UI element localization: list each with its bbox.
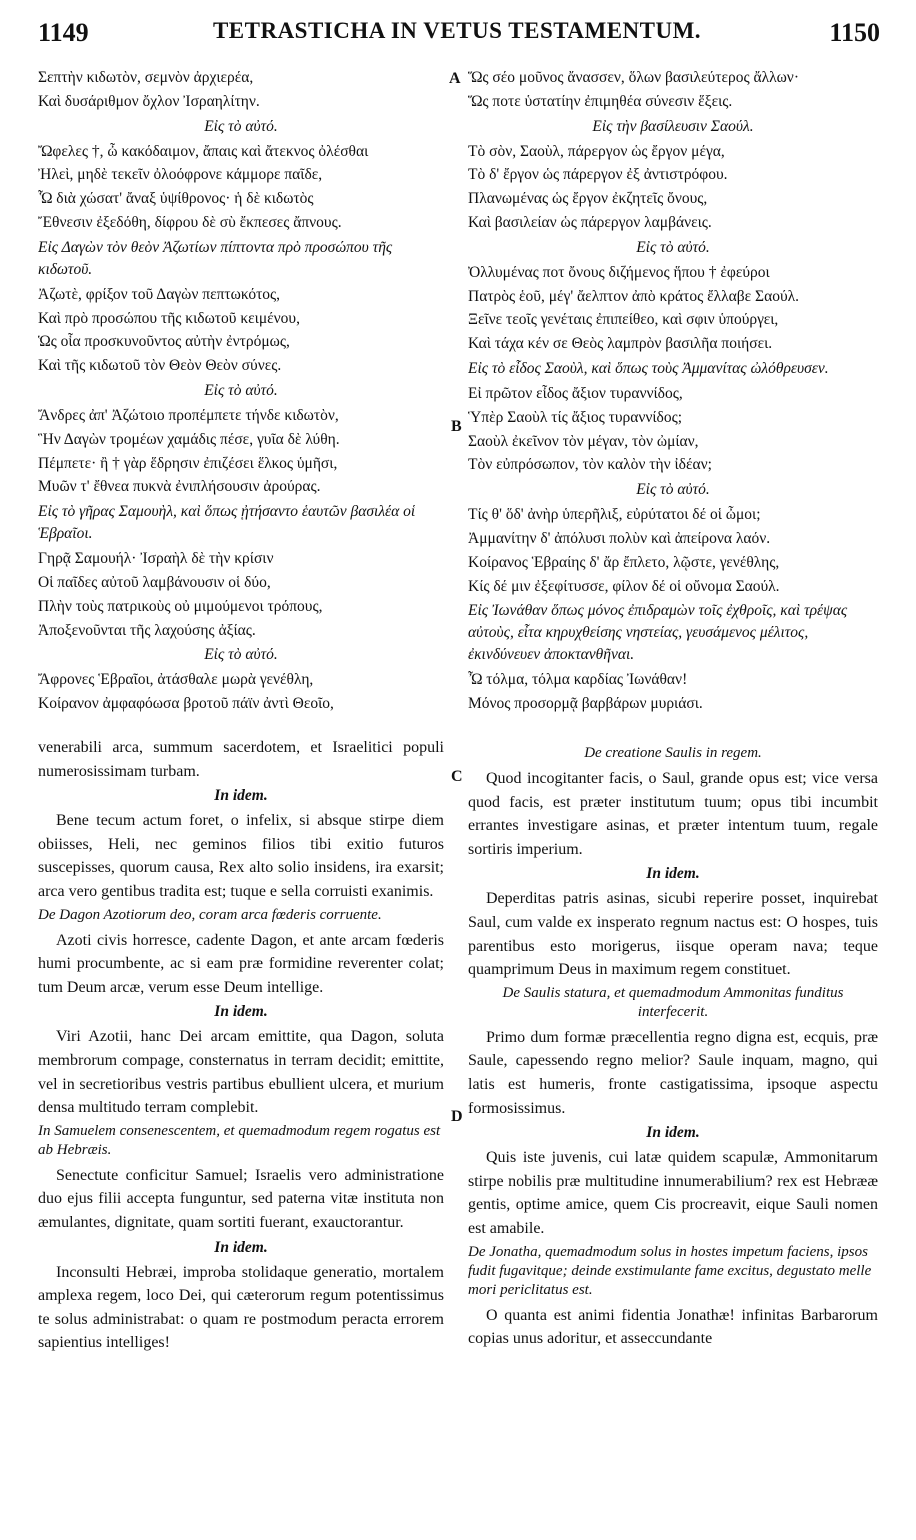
latin-paragraph: Viri Azotii, hanc Dei arcam emittite, qua Dagon, soluta membrorum compage, consternatus in terram decidit; emittite, vel in secretioribus vestris partibus ebullient ulcera, et murium densa multitudo terram complebit.: [38, 1028, 444, 1117]
section-heading: De Jonatha, quemadmodum solus in hostes impetum faciens, ipsos fudit fugavitque; deinde exstimulante fame excitus, degustato melle mori periclitatus est.: [468, 1243, 872, 1298]
latin-paragraph: Deperditas patris asinas, sicubi reperire posset, inquirebat Saul, cum valde ex insperato regnum nactus est: O hospes, tuis parentibus esto morigerus, iisque operam nava; teque quamprimum Deus in maximum regem constituet.: [468, 890, 878, 979]
verse-line: Εἰ πρῶτον εἶδος ἄξιον τυραννίδος,: [468, 384, 683, 402]
greek-column-right: [468, 66, 878, 726]
latin-column-right: [468, 736, 878, 1518]
latin-column-left: [38, 736, 444, 1518]
section-heading: De Dagon Azotiorum deo, coram arca fœderis corruente.: [38, 906, 382, 923]
margin-mark-a: A: [449, 70, 461, 87]
margin-mark-b: B: [451, 418, 462, 435]
verse-line: Ὧ διὰ χώσατ' ἄναξ ὑψίθρονος· ἡ δὲ κιδωτὸς: [38, 190, 314, 208]
verse-line: Καὶ βασιλείαν ὡς πάρεργον λαμβάνεις.: [468, 213, 712, 231]
latin-paragraph: Bene tecum actum foret, o infelix, si absque stirpe diem obiisses, Heli, nec geminos filios tibi exitio futuros suscepisses, quorum causa, Rex alto solio insidens, ira exarsit; arca vero gentibus tradita est; tuque e sella corruisti exanimis.: [38, 812, 444, 900]
verse-line: Πλὴν τοὺς πατρικοὺς οὐ μιμούμενοι τρόπους,: [38, 597, 323, 615]
section-heading: Εἰς τὸ αὐτό.: [636, 238, 710, 256]
margin-mark-d: D: [451, 1108, 463, 1125]
latin-paragraph: O quanta est animi fidentia Jonathæ! infinitas Barbarorum copias unus adoritur, et asseccundante: [468, 1306, 878, 1348]
section-heading: Εἰς τὸ εἶδος Σαοὺλ, καὶ ὅπως τοὺς Ἀμμανίτας ὠλόθρευσεν.: [468, 359, 829, 377]
verse-line: Κοίρανος Ἑβραίης δ' ἄρ ἔπλετο, λῷστε, γενέθλης,: [468, 553, 780, 571]
section-heading: In idem.: [214, 787, 268, 805]
verse-line: Ὑπὲρ Σαοὺλ τίς ἄξιος τυραννίδος;: [468, 408, 683, 426]
section-heading: De Saulis statura, et quemadmodum Ammonitas funditus interfecerit.: [502, 984, 844, 1020]
verse-line: Τὸν εὐπρόσωπον, τὸν καλὸν τὴν ἰδέαν;: [468, 456, 712, 474]
verse-line: Ἔθνεσιν ἐξεδόθη, δίφρου δὲ σὺ ἔκπεσες ἄπνους.: [38, 213, 342, 231]
margin-mark-c: C: [451, 768, 463, 785]
verse-line: Ὀλλυμένας ποτ ὄνους διζήμενος ἥπου † ἐφεύροι: [468, 263, 770, 281]
section-heading: Εἰς τὸ γῆρας Σαμουὴλ, καὶ ὅπως ᾐτήσαντο ἑαυτῶν βασιλέα οἱ Ἑβραῖοι.: [38, 503, 416, 543]
section-heading: Εἰς τὴν βασίλευσιν Σαούλ.: [592, 117, 754, 135]
verse-line: Σεπτὴν κιδωτὸν, σεμνὸν ἀρχιερέα,: [38, 69, 254, 86]
latin-paragraph: Quod incogitanter facis, o Saul, grande opus est; vice versa quod facis, est præter institutum tuum; opus tibi incumbit errantes investigare asinas, et præter intentum tuum, regale sortiris imperium.: [468, 770, 878, 858]
latin-paragraph: Senectute conficitur Samuel; Israelis vero administratione duo ejus filii accepta funguntur, sed paterna vitæ instituta non æmulantes, dignitate, quam sortiti fuerant, exauctorantur.: [38, 1166, 444, 1231]
section-heading: Εἰς τὸ αὐτό.: [204, 646, 278, 664]
section-heading: Εἰς τὸ αὐτό.: [204, 381, 278, 399]
latin-paragraph: venerabili arca, summum sacerdotem, et Israelitici populi numerosissimam turbam.: [38, 739, 444, 780]
section-heading: In idem.: [646, 1124, 700, 1142]
verse-line: Καὶ τάχα κέν σε Θεὸς λαμπρὸν βασιλῆα ποιήσει.: [468, 335, 773, 353]
verse-line: Τὸ δ' ἔργον ὡς πάρεργον ἐξ ἀντιστρόφου.: [468, 166, 728, 184]
verse-line: Ἄφρονες Ἑβραῖοι, ἀτάσθαλε μωρὰ γενέθλη,: [38, 671, 314, 689]
verse-line: Ὦ τόλμα, τόλμα καρδίας Ἰωνάθαν!: [468, 671, 688, 689]
latin-paragraph: Azoti civis horresce, cadente Dagon, et ante arcam fœderis humi procumbente, ac si eam præ formidine reverenter colat; tum Deum arcæ, verum esse Deum intellige.: [38, 931, 444, 996]
verse-line: Ἀζωτὲ, φρίξον τοῦ Δαγὼν πεπτωκότος,: [38, 285, 281, 303]
section-heading: Εἰς τὸ αὐτό.: [204, 117, 278, 135]
page-number-left: 1149: [38, 18, 89, 47]
section-heading: In idem.: [646, 865, 700, 883]
page-header: [30, 18, 884, 58]
verse-line: Τίς θ' ὅδ' ἀνὴρ ὑπερῆλιξ, εὐρύτατοι δέ οἱ ὦμοι;: [468, 506, 761, 524]
verse-line: Ξεῖνε τεοῖς γενέταις ἐπιπείθεο, καὶ σφιν ὑπούργει,: [468, 311, 779, 329]
verse-line: Μόνος προσορμᾷ βαρβάρων μυριάσι.: [468, 695, 703, 713]
verse-line: Οἱ παῖδες αὐτοῦ λαμβάνουσιν οἱ δύο,: [38, 573, 271, 591]
section-heading: Εἰς Δαγὼν τὸν θεὸν Ἀζωτίων πίπτοντα πρὸ προσώπου τῆς κιδωτοῦ.: [38, 238, 393, 278]
verse-line: Ἠλεὶ, μηδὲ τεκεῖν ὀλοόφρονε κάμμορε παῖδε,: [38, 166, 323, 184]
verse-line: Καὶ τῆς κιδωτοῦ τὸν Θεὸν Θεὸν σύνες.: [38, 357, 282, 375]
section-heading: In idem.: [214, 1238, 268, 1256]
section-heading: De creatione Saulis in regem.: [584, 745, 762, 761]
verse-line: Κοίρανον ἀμφαφόωσα βροτοῦ πάϊν ἀντὶ Θεοῖο,: [38, 695, 334, 713]
verse-line: Καὶ πρὸ προσώπου τῆς κιδωτοῦ κειμένου,: [38, 309, 300, 327]
verse-line: Μυῶν τ' ἔθνεα πυκνὰ ἐνιπλήσουσιν ἀρούρας.: [38, 478, 321, 496]
verse-line: Ἄνδρες ἀπ' Ἀζώτοιο προπέμπετε τήνδε κιδωτὸν,: [38, 406, 339, 424]
latin-paragraph: Quis iste juvenis, cui latæ quidem scapulæ, Ammonitarum stirpe nobilis præ multitudine innumerabilium? rex est Hebrææ gentis, optime amice, quem Cis procreavit, eique Sauli nomen est amabile.: [468, 1149, 878, 1237]
section-heading: In Samuelem consenescentem, et quemadmodum regem rogatus est ab Hebræis.: [38, 1122, 441, 1158]
verse-line: Κίς δέ μιν ἐξεφίτυσσε, φίλον δέ οἱ οὔνομα Σαούλ.: [468, 577, 780, 595]
section-heading: Εἰς τὸ αὐτό.: [636, 481, 710, 499]
verse-line: Ἣν Δαγὼν τρομέων χαμάδις πέσε, γυῖα δὲ λύθη.: [38, 430, 340, 448]
verse-line: Σαοὺλ ἐκεῖνον τὸν μέγαν, τὸν ὠμίαν,: [468, 432, 699, 450]
section-heading: Εἰς Ἰωνάθαν ὅπως μόνος ἐπιδραμὼν τοῖς ἐχθροῖς, καὶ τρέψας αὐτοὺς, εἶτα κηρυχθείσης νηστείας, γευσάμενος μέλιτος, ἐκινδύνευεν ἀποκτανθῆναι.: [468, 602, 848, 664]
latin-paragraph: Primo dum formæ præcellentia regno digna est, ecquis, præ Saule, capessendo regno melior? Saule inquam, magno, qui latis est humeris, fronte castigatissima, ipsoque aspectu formosissimus.: [468, 1028, 878, 1117]
section-heading: In idem.: [214, 1003, 268, 1021]
verse-line: Ὥς σέο μοῦνος ἄνασσεν, ὅλων βασιλεύτερος ἄλλων·: [468, 69, 799, 86]
verse-line: Πέμπετε· ἢ † γὰρ ἕδρησιν ἐπιζέσει ἕλκος ὑμῆσι,: [38, 454, 338, 472]
verse-line: Γηρᾷ Σαμουήλ· Ἰσραὴλ δὲ τὴν κρίσιν: [38, 550, 274, 568]
page-number-right: 1150: [829, 18, 880, 47]
verse-line: Ὡς οἷα προσκυνοῦντος αὐτὴν ἐντρόμως,: [38, 333, 290, 351]
verse-line: Ὤφελες †, ὦ κακόδαιμον, ἄπαις καὶ ἄτεκνος ὀλέσθαι: [38, 142, 369, 160]
verse-line: Ὥς ποτε ὑστατίην ἐπιμηθέα σύνεσιν ἕξεις.: [468, 92, 733, 110]
greek-column-left: [38, 66, 444, 726]
verse-line: Πατρὸς ἑοῦ, μέγ' ἄελπτον ἀπὸ κράτος ἔλλαβε Σαούλ.: [468, 287, 800, 305]
verse-line: Καὶ δυσάριθμον ὄχλον Ἰσραηλίτην.: [38, 92, 260, 110]
verse-line: Ἀμμανίτην δ' ἀπόλυσι πολὺν καὶ ἀπείρονα λαόν.: [468, 529, 771, 547]
verse-line: Πλανωμένας ὡς ἔργον ἐκζητεῖς ὄνους,: [468, 190, 708, 208]
latin-paragraph: Inconsulti Hebræi, improba stolidaque generatio, mortalem amplexa regem, loco Dei, qui cæterorum regum potentissimus te solus administrabat: o quam re postmodum peracta errorem sapientius intelliges!: [38, 1263, 444, 1352]
verse-line: Τὸ σὸν, Σαοὺλ, πάρεργον ὡς ἔργον μέγα,: [468, 142, 725, 160]
running-title: TETRASTICHA IN VETUS TESTAMENTUM.: [212, 18, 702, 43]
verse-line: Ἀποξενοῦνται τῆς λαχούσης ἀξίας.: [38, 621, 256, 639]
